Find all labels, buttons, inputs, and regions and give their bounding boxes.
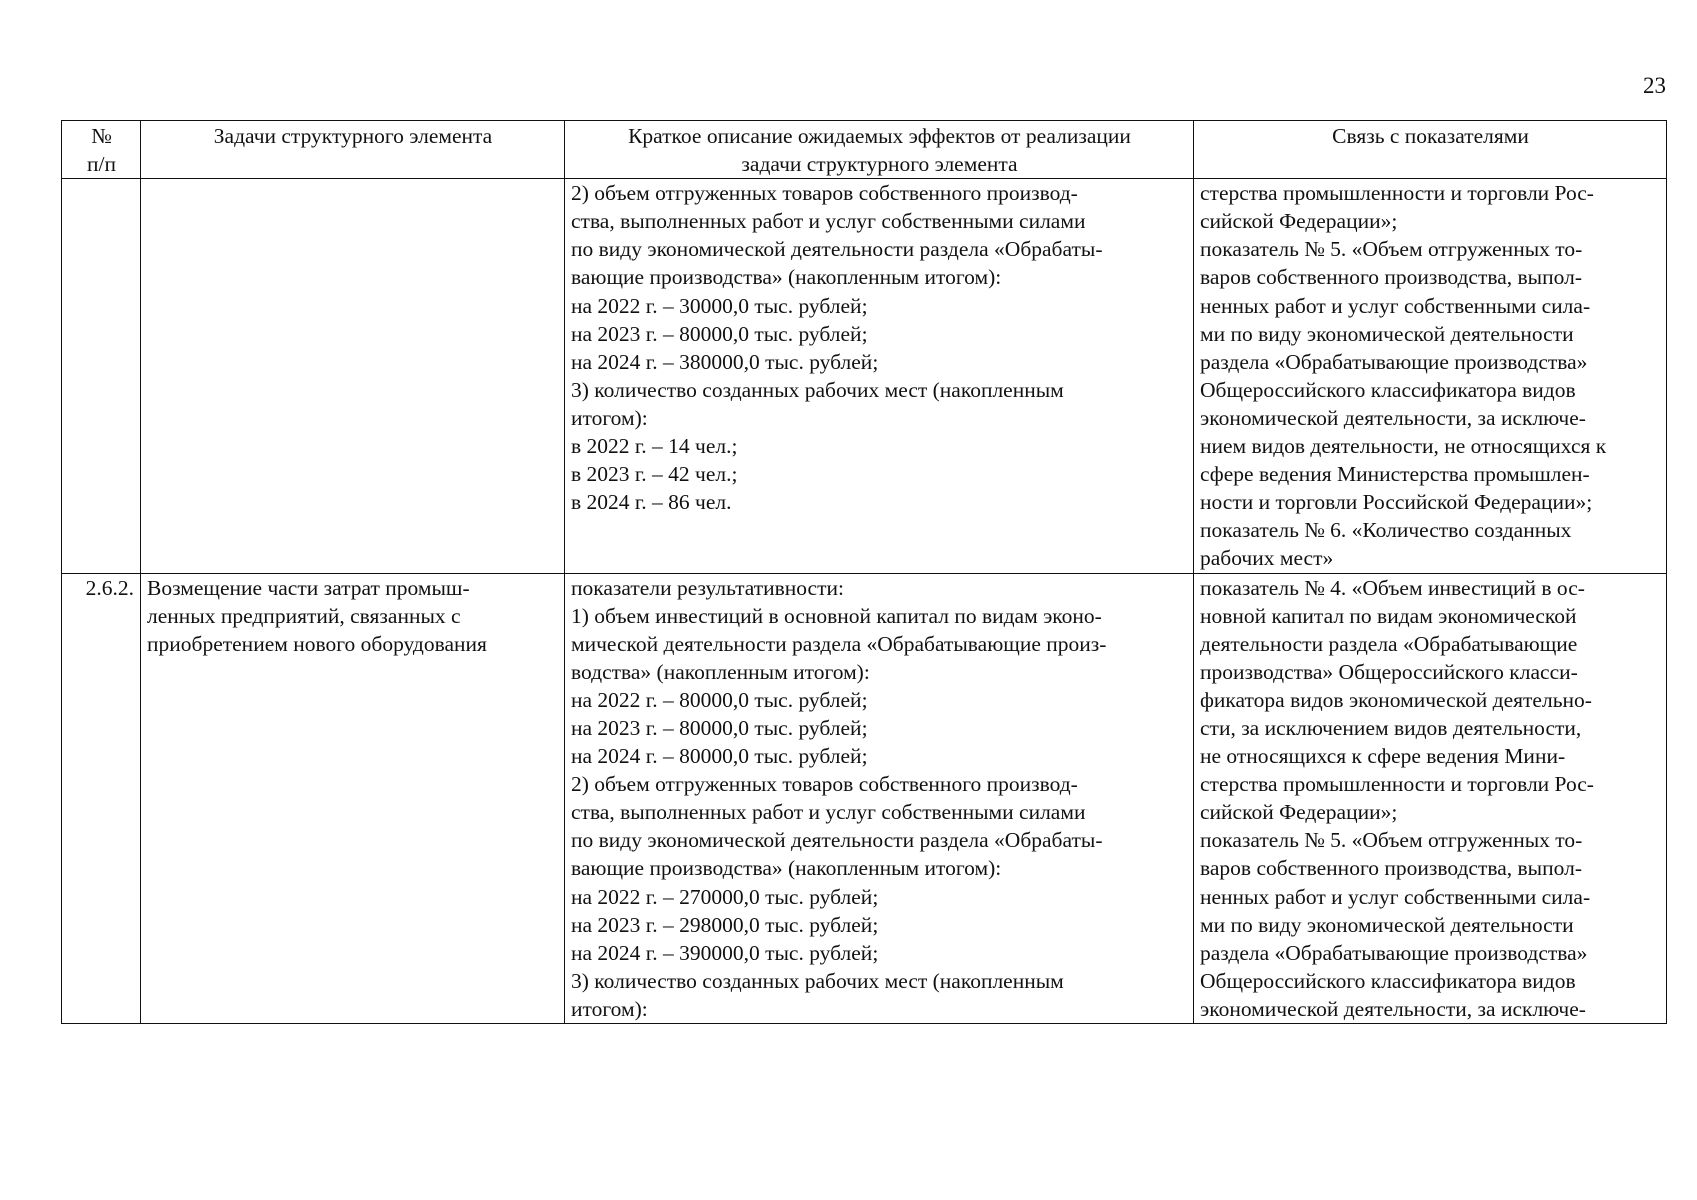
cell-line: не относящихся к сфере ведения Мини- [1200,744,1566,769]
cell-line: 3) количество созданных рабочих мест (накопленным [571,968,1064,993]
cell-line: ненных работ и услуг собственными сила- [1200,293,1591,318]
cell-line: мической деятельности раздела «Обрабатывающие произ- [571,631,1107,656]
cell-line: варов собственного производства, выпол- [1200,856,1582,881]
cell-line: Возмещение части затрат промыш- [147,575,470,600]
cell-line: сийской Федерации»; [1200,209,1398,234]
cell-line: показатели результативности: [571,575,844,600]
cell-line: 2) объем отгруженных товаров собственного производ- [571,772,1078,797]
cell-line: по виду экономической деятельности раздела «Обрабаты- [571,237,1103,262]
cell-line: Общероссийского классификатора видов [1200,377,1576,402]
cell-line: 1) объем инвестиций в основной капитал по видам эконо- [571,603,1102,628]
cell-line: приобретением нового оборудования [147,631,487,656]
cell-line: экономической деятельности, за исключе- [1200,996,1586,1021]
cell-line: 2) объем отгруженных товаров собственного производ- [571,181,1078,206]
cell-indicators [1194,573,1667,1024]
cell-line: новной капитал по видам экономической [1200,603,1577,628]
cell-line: варов собственного производства, выпол- [1200,265,1582,290]
cell-line: на 2023 г. – 298000,0 тыс. рублей; [571,912,879,937]
cell-line: 3) количество созданных рабочих мест (накопленным [571,377,1064,402]
table-header-row [62,121,1667,179]
cell-line: водства» (накопленным итогом): [571,659,870,684]
cell-line: деятельности раздела «Обрабатывающие [1200,631,1578,656]
header-indicators [1194,121,1667,179]
cell-line: производства» Общероссийского класси- [1200,659,1578,684]
cell-line: ства, выполненных работ и услуг собственными силами [571,800,1086,825]
cell-line: вающие производства» (накопленным итогом): [571,856,1002,881]
cell-line: ми по виду экономической деятельности [1200,321,1574,346]
cell-task [141,179,565,573]
cell-effects [565,179,1194,573]
cell-line: стерства промышленности и торговли Рос- [1200,772,1594,797]
header-line: Связь с показателями [1332,124,1529,148]
cell-line: в 2022 г. – 14 чел.; [571,434,738,459]
cell-line: нием видов деятельности, не относящихся к [1200,434,1607,459]
cell-line: рабочих мест» [1200,546,1334,571]
header-number [62,121,141,179]
cell-line: ства, выполненных работ и услуг собственными силами [571,209,1086,234]
cell-task [141,573,565,1024]
cell-indicators [1194,179,1667,573]
page-number: 23 [1643,73,1666,98]
cell-number [62,573,141,1024]
cell-line: на 2024 г. – 390000,0 тыс. рублей; [571,940,879,965]
cell-line: ми по виду экономической деятельности [1200,912,1574,937]
cell-line: на 2024 г. – 380000,0 тыс. рублей; [571,349,879,374]
cell-line: сийской Федерации»; [1200,800,1398,825]
cell-line: показатель № 4. «Объем инвестиций в ос- [1200,575,1585,600]
cell-line: показатель № 5. «Объем отгруженных то- [1200,237,1583,262]
header-task [141,121,565,179]
cell-line: фикатора видов экономической деятельно- [1200,687,1592,712]
header-line: Задачи структурного элемента [213,124,493,148]
cell-line: ности и торговли Российской Федерации»; [1200,490,1593,515]
table-row [62,573,1667,1024]
cell-line: итогом): [571,996,648,1021]
cell-line: вающие производства» (накопленным итогом): [571,265,1002,290]
indicators-table [61,120,1667,1024]
cell-line: экономической деятельности, за исключе- [1200,405,1586,430]
cell-line: на 2024 г. – 80000,0 тыс. рублей; [571,744,868,769]
header-effects [565,121,1194,179]
cell-line: на 2022 г. – 80000,0 тыс. рублей; [571,687,868,712]
cell-line: на 2022 г. – 270000,0 тыс. рублей; [571,884,879,909]
cell-line: стерства промышленности и торговли Рос- [1200,181,1594,206]
cell-line: раздела «Обрабатывающие производства» [1200,940,1588,965]
cell-number [62,179,141,573]
cell-line: раздела «Обрабатывающие производства» [1200,349,1588,374]
cell-line: сти, за исключением видов деятельности, [1200,715,1582,740]
cell-line: Общероссийского классификатора видов [1200,968,1576,993]
header-line: Краткое описание ожидаемых эффектов от реализации [628,124,1131,148]
cell-line: на 2023 г. – 80000,0 тыс. рублей; [571,715,868,740]
cell-line: показатель № 6. «Количество созданных [1200,518,1572,543]
cell-line: сфере ведения Министерства промышлен- [1200,462,1590,487]
row-number: 2.6.2. [85,575,134,600]
cell-line: ленных предприятий, связанных с [147,603,461,628]
header-line: п/п [87,152,116,177]
cell-effects [565,573,1194,1024]
cell-line: на 2022 г. – 30000,0 тыс. рублей; [571,293,868,318]
header-line: № [91,124,112,148]
cell-line: в 2024 г. – 86 чел. [571,490,732,515]
cell-line: показатель № 5. «Объем отгруженных то- [1200,828,1583,853]
cell-line: ненных работ и услуг собственными сила- [1200,884,1591,909]
cell-line: в 2023 г. – 42 чел.; [571,462,738,487]
cell-line: на 2023 г. – 80000,0 тыс. рублей; [571,321,868,346]
cell-line: по виду экономической деятельности раздела «Обрабаты- [571,828,1103,853]
cell-line: итогом): [571,405,648,430]
header-line: задачи структурного элемента [741,152,1018,177]
table-row [62,179,1667,573]
